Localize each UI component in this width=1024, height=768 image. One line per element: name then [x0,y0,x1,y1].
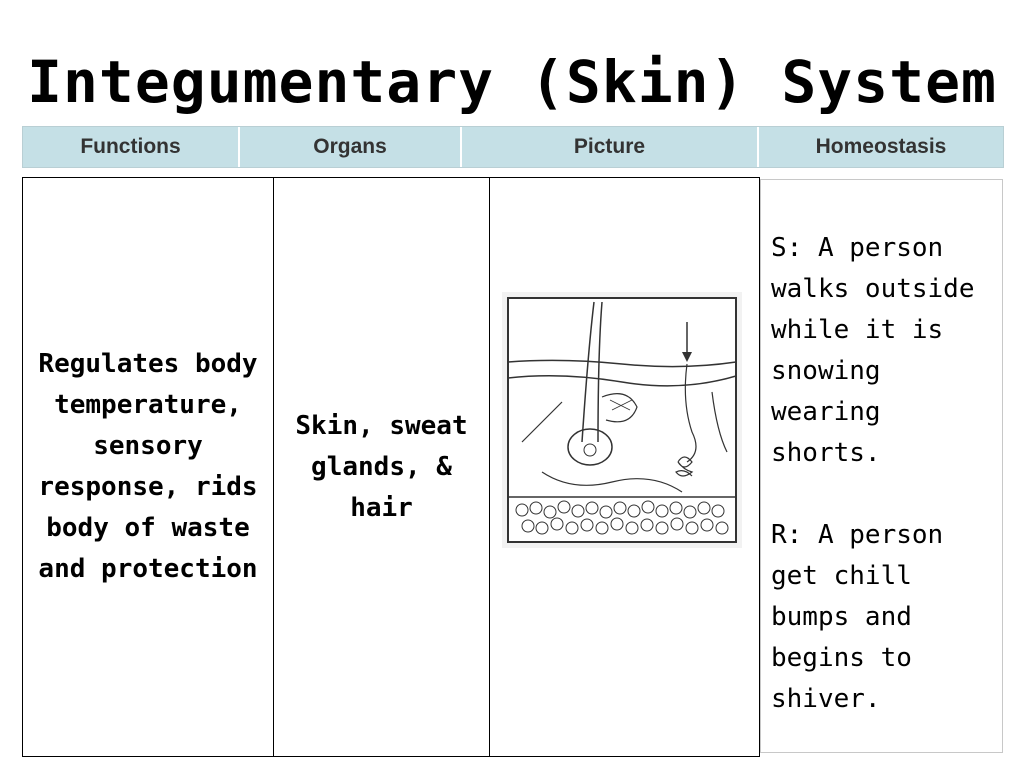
content-table [22,177,760,757]
organs-text: Skin, sweat glands, & hair [295,410,468,523]
header-organs: Organs [240,127,462,167]
organs-cell [274,178,490,756]
slide-title: Integumentary (Skin) System [27,48,997,116]
table-header-row [22,126,1004,168]
homeostasis-text: S: A person walks outside while it is snowing wearing shorts. R: A person get chill bumps and begins to shiver. [771,233,975,714]
header-homeostasis: Homeostasis [815,135,947,158]
picture-cell [490,178,759,756]
header-picture: Picture [462,127,759,167]
skin-cross-section-icon [502,292,742,548]
header-functions: Functions [23,127,240,167]
homeostasis-cell [760,179,1003,753]
functions-cell [23,178,274,756]
functions-text: Regulates body temperature, sensory response, rids body of waste and protection [38,349,258,584]
